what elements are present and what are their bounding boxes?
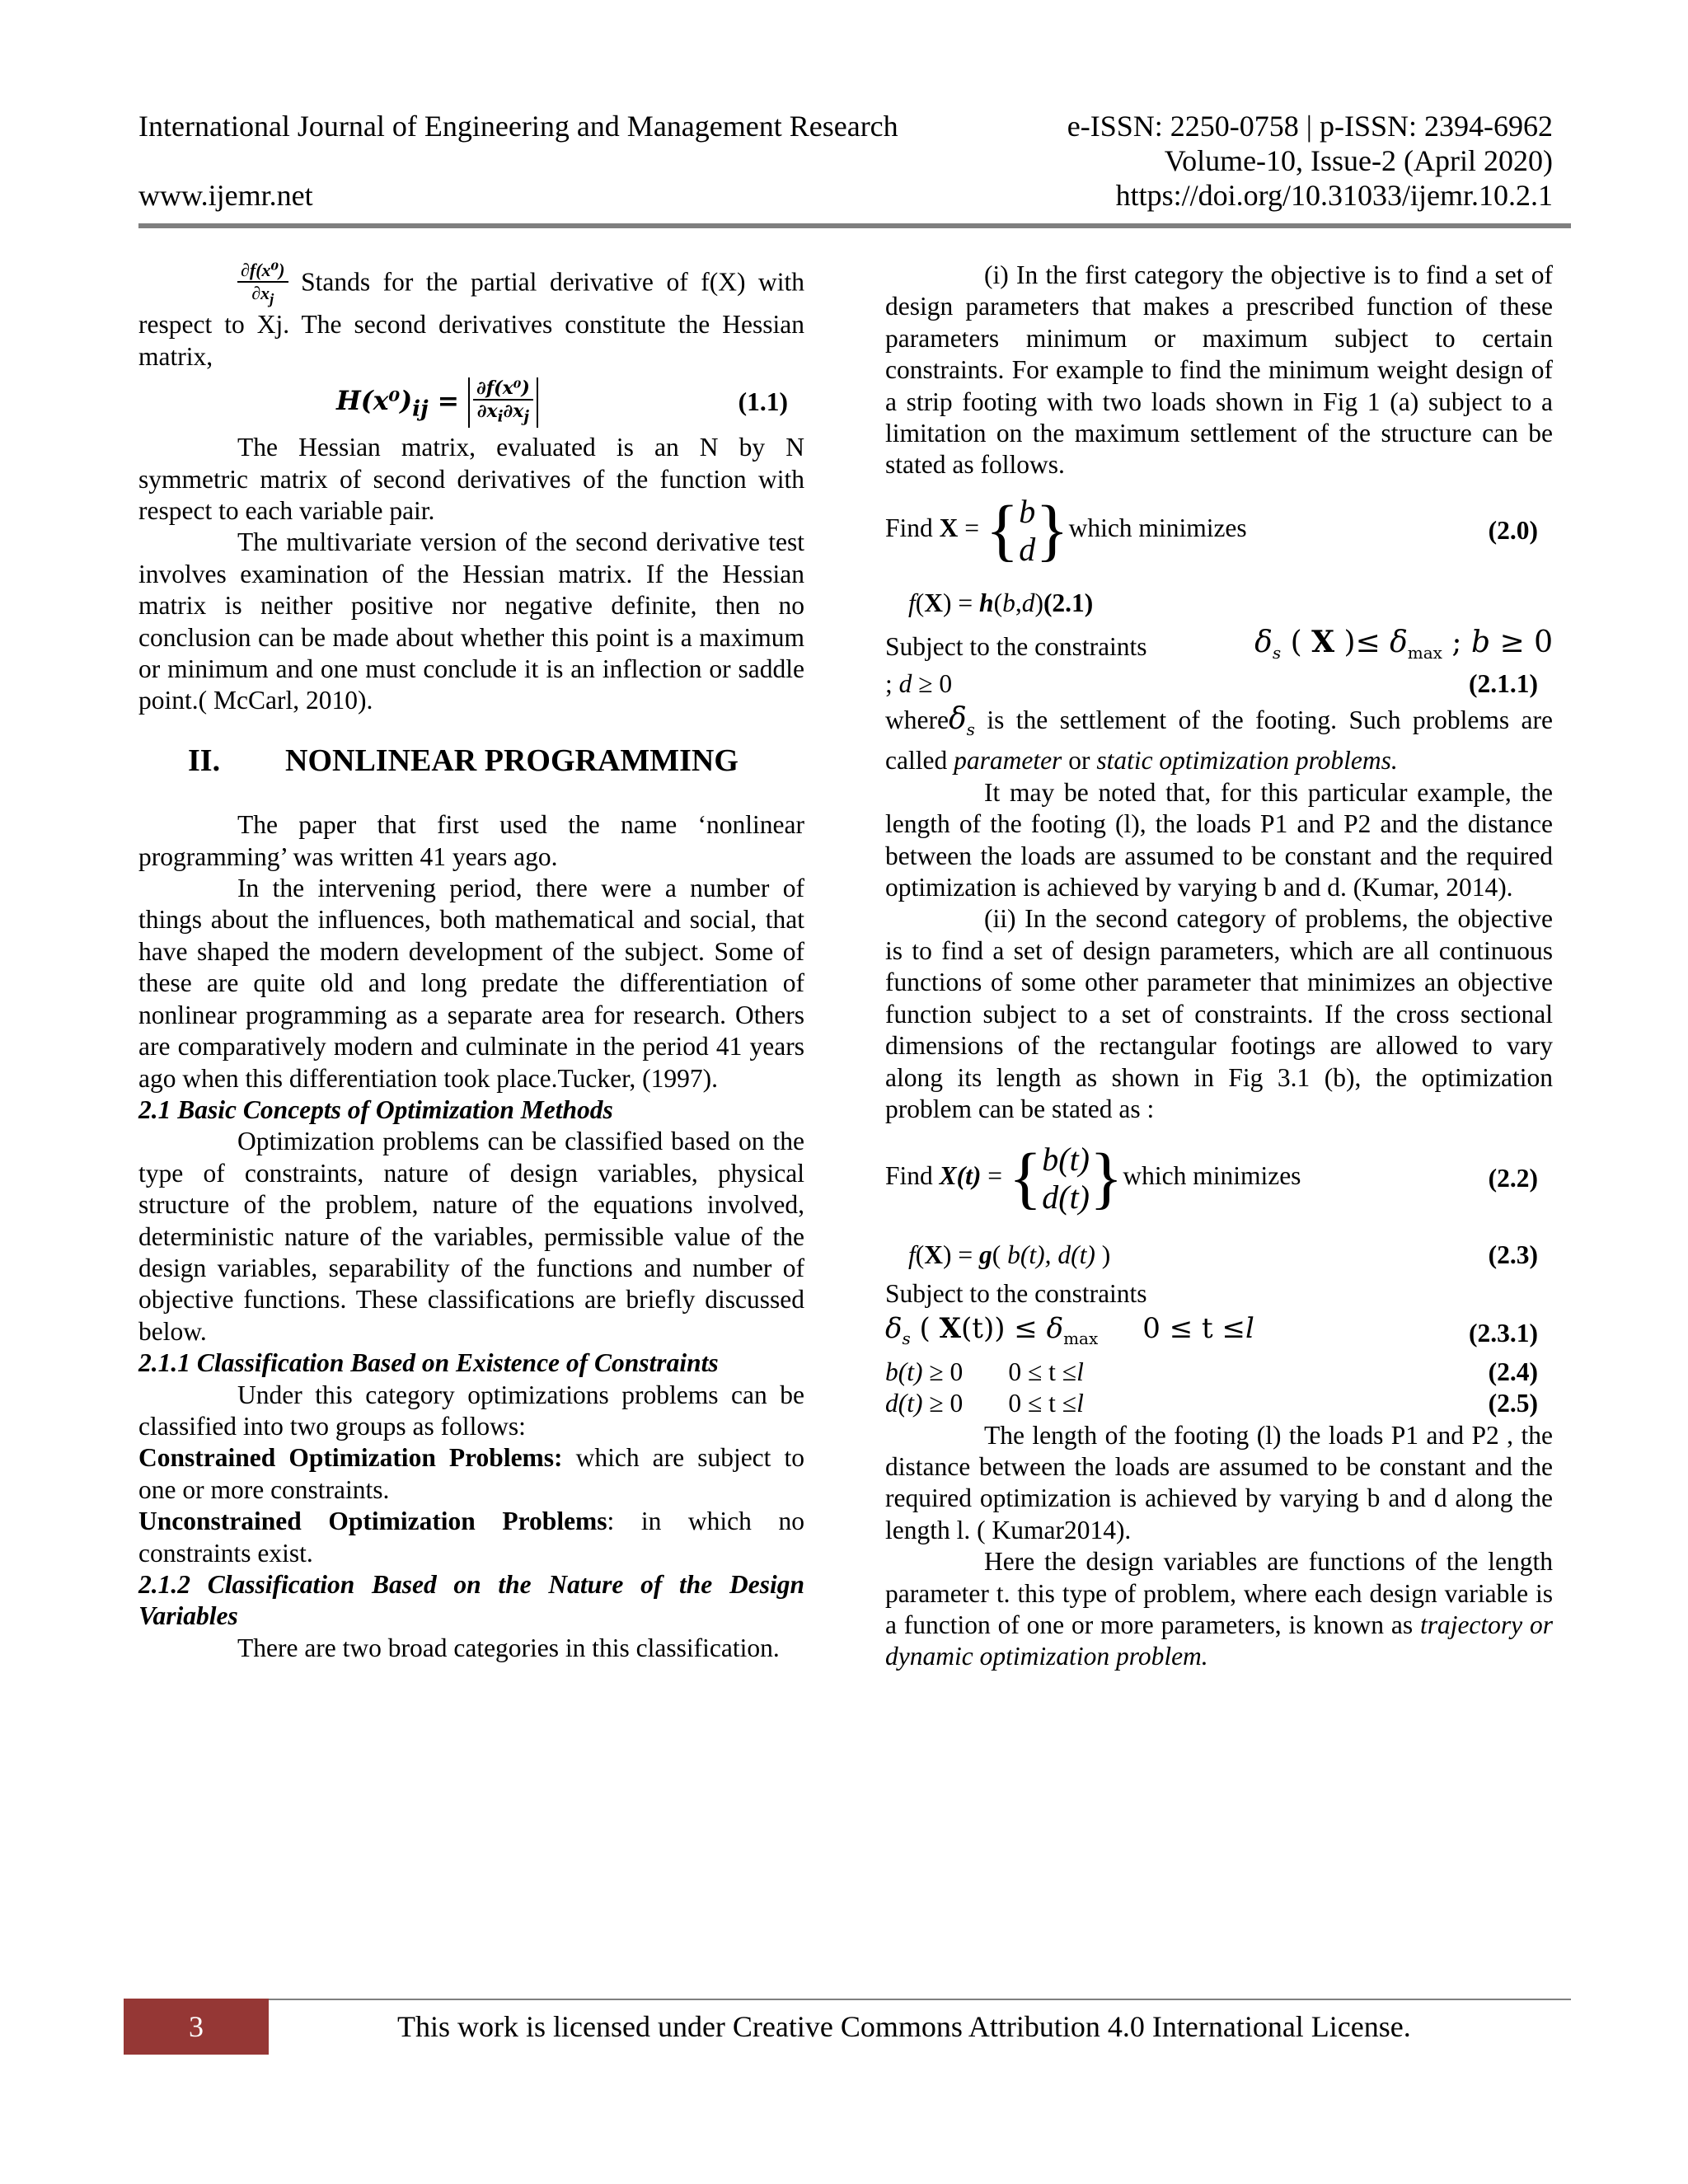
equation-2-1-1: ; d ≥ 0 (2.1.1)	[885, 668, 1553, 700]
equation-number: (2.3.1)	[1469, 1318, 1538, 1347]
subsection-heading: 2.1.2 Classification Based on the Nature of the Design Variables	[138, 1570, 804, 1631]
paragraph: The length of the footing (l) the loads P1 and P2 , the distance between the loads are assumed to be constant and the required optimization is achieved by varying b and d along the length l. ( Kumar2014).	[885, 1420, 1553, 1544]
doi-link[interactable]: https://doi.org/10.31033/ijemr.10.2.1	[1115, 179, 1553, 212]
volume-line: Volume-10, Issue-2 (April 2020)	[1164, 144, 1553, 177]
journal-website[interactable]: www.ijemr.net	[138, 179, 313, 212]
right-column	[885, 260, 1553, 1673]
paragraph: The Hessian matrix, evaluated is an N by N symmetric matrix of second derivatives of the function with respect to each variable pair.	[138, 433, 804, 526]
equation-number: (2.1.1)	[1469, 669, 1538, 699]
paragraph: Optimization problems can be classified based on the type of constraints, nature of design variables, physical structure of the problem, nature of the equations involved, deterministic nature of the variables, permissible value of the design variables, separability of the functions and number of objective functions. These classifications are briefly discussed below.	[138, 1127, 804, 1346]
equation-1-1: $H(x^0)_{ij}$ = $\frac{\text{∂f(x⁰)}}{\partial x_i\partial x_j}$ (1.1)	[138, 373, 804, 432]
paragraph: The paper that first used the name ‘nonlinear programming’ was written 41 years ago.	[138, 810, 804, 871]
equation-number: (2.0)	[1488, 515, 1538, 545]
equation-2-0: Find X = { b d }which minimizes (2.0)	[885, 481, 1553, 580]
section-heading: II. NONLINEAR PROGRAMMING	[188, 743, 738, 778]
header-right	[1067, 109, 1553, 213]
paragraph: Here the design variables are functions of the length parameter t. this type of problem, where each design variable is a function of one or more parameters, is known as trajectory or dynamic optimization problem.	[885, 1547, 1553, 1671]
equation-number: (2.5)	[1488, 1389, 1538, 1418]
paragraph: (ii) In the second category of problems, the objective is to find a set of design parameters, which are all continuous functions of some other parameter that minimizes an objective function subject to a set of constraints. If the cross sectional dimensions of the rectangular footings are allowed to vary along its length as shown in Fig 3.1 (b), the optimization problem can be stated as :	[885, 904, 1553, 1123]
header-divider	[138, 223, 1571, 228]
equation-2-2: Find X(t) = { b(t) d(t) }which minimizes (2.2)	[885, 1125, 1553, 1232]
partial-derivative-paragraph: $\frac{\text{∂f(x⁰)}}{\partial x_j}$ Stands for the partial derivative of f(X) with respect to Xj. The second derivatives constitute the Hessian matrix,	[138, 260, 805, 371]
paragraph: Unconstrained Optimization Problems: in which no constraints exist.	[138, 1507, 804, 1568]
equation-2-3-1: $\delta_s$ ( $X(t)) \le \delta_{max}$ 0 ≤ t ≤l (2.3.1)	[885, 1310, 1553, 1357]
issn-line: e-ISSN: 2250-0758 | p-ISSN: 2394-6962	[1067, 110, 1553, 143]
subsection-heading: 2.1 Basic Concepts of Optimization Methods	[138, 1094, 613, 1124]
equation-number: (2.3)	[1488, 1240, 1538, 1270]
paragraph: Constrained Optimization Problems: which are subject to one or more constraints.	[138, 1443, 804, 1504]
license-notice: This work is licensed under Creative Commons Attribution 4.0 International License.	[397, 2010, 1411, 2043]
paragraph: Subject to the constraints	[885, 1279, 1147, 1309]
equation-2-5: d(t) ≥ 0 0 ≤ t ≤l (2.5)	[885, 1388, 1553, 1419]
paragraph: There are two broad categories in this classification.	[237, 1633, 780, 1662]
equation-number: (2.2)	[1488, 1164, 1538, 1193]
equation-number: (1.1)	[738, 387, 788, 416]
equation-2-1: f(X) = h(b,d)(2.1)	[908, 588, 1094, 617]
paragraph: Under this category optimizations problems can be classified into two groups as follows:	[138, 1380, 804, 1441]
footer-divider	[269, 1999, 1571, 2000]
equation-2-3: f(X) = g( b(t), d(t) ) (2.3)	[885, 1232, 1553, 1278]
paragraph: whereδ$_s$ is the settlement of the footing. Such problems are called parameter or static optimization problems.	[885, 701, 1554, 776]
partial-derivative-fraction: $\frac{\text{∂f(x⁰)}}{\partial x_j}$	[237, 260, 288, 309]
paragraph: In the intervening period, there were a number of things about the influences, both mathematical and social, that have shaped the modern development of the subject. Some of these are quite old and long predate the differentiation of nonlinear programming as a separate area for research. Others are comparatively modern and culminate in the period 41 years ago when this differentiation took place.Tucker, (1997).	[138, 874, 804, 1093]
paragraph: (i) In the first category the objective is to find a set of design parameters that makes a prescribed function of these parameters minimum or maximum subject to certain constraints. For example to find the minimum weight design of a strip footing with two loads shown in Fig 1 (a) subject to a limitation on the maximum settlement of the structure can be stated as follows.	[885, 260, 1553, 480]
subsection-heading: 2.1.1 Classification Based on Existence of Constraints	[138, 1348, 719, 1378]
left-column	[138, 260, 804, 1664]
header-left	[138, 109, 898, 213]
paragraph: It may be noted that, for this particular example, the length of the footing (l), the loads P1 and P2 and the distance between the loads are assumed to be constant and the required optimization is achieved by varying b and d. (Kumar, 2014).	[885, 777, 1553, 902]
page-number-badge	[124, 1999, 269, 2055]
equation-number: (2.4)	[1488, 1357, 1538, 1386]
equation-2-4: b(t) ≥ 0 0 ≤ t ≤l (2.4)	[885, 1357, 1553, 1388]
page-number: 3	[189, 2010, 204, 2043]
journal-name: International Journal of Engineering and Management Research	[138, 110, 898, 143]
paragraph: The multivariate version of the second derivative test involves examination of the Hessian matrix. If the Hessian matrix is neither positive nor negative definite, then no conclusion can be made about whether this point is a maximum or minimum and one must conclude it is an inflection or saddle point.( McCarl, 2010).	[138, 527, 804, 715]
constraint-line: Subject to the constraints $\delta_s$ ( X )≤ $\delta_{max}$ ; b ≥ 0	[885, 624, 1553, 663]
